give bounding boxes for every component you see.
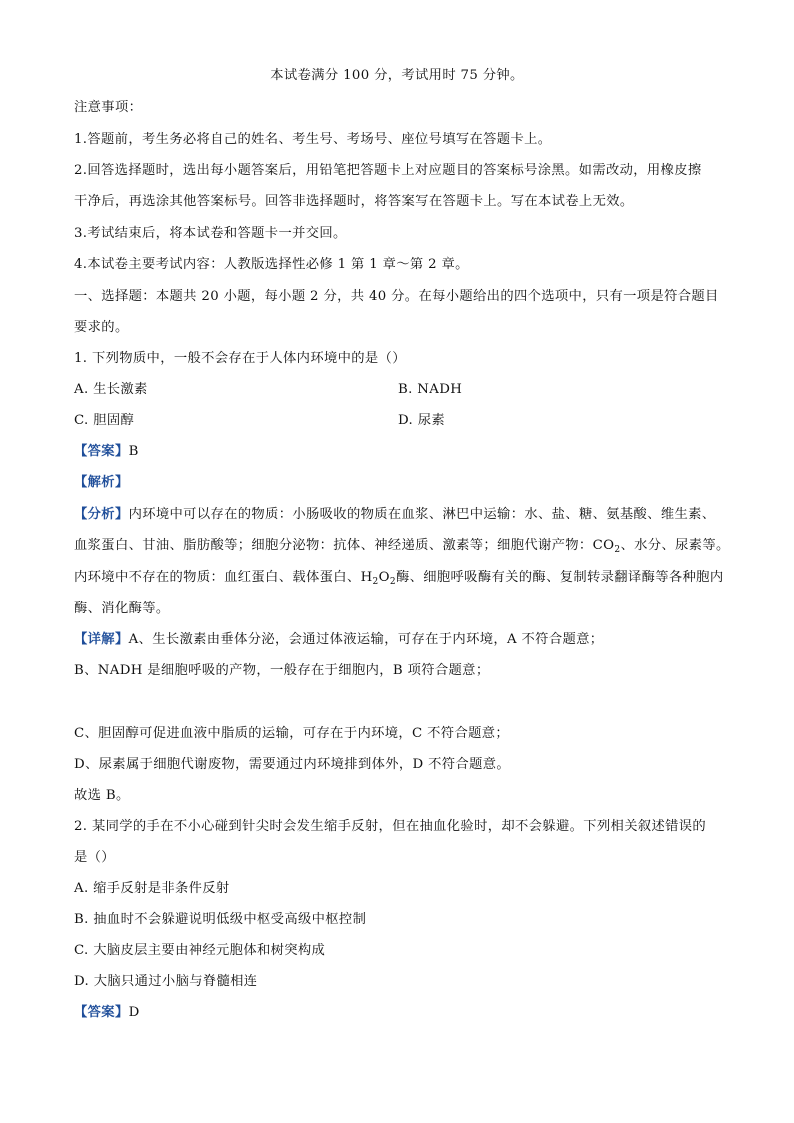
q1-answer-value: B	[128, 444, 139, 459]
notice-1: 1.答题前，考生务必将自己的姓名、考生号、考场号、座位号填写在答题卡上。	[74, 132, 552, 147]
section-heading: 一、选择题：本题共 20 小题，每小题 2 分，共 40 分。在每小题给出的四个选项中，只有一项是符合题目	[74, 289, 719, 304]
q2-option-a: A. 缩手反射是非条件反射	[74, 881, 230, 896]
q1-detail-line-3: C、胆固醇可促进血液中脂质的运输，可存在于内环境，C 不符合题意；	[74, 726, 510, 741]
notice-2-cont: 干净后，再选涂其他答案标号。回答非选择题时，将答案写在答题卡上。写在本试卷上无效。	[74, 194, 634, 209]
q1-option-b: B. NADH	[398, 382, 463, 397]
q1-fenxi-line-1	[74, 506, 715, 524]
subscript: 2	[372, 577, 379, 587]
notice-heading: 注意事项：	[74, 100, 143, 115]
q1-option-c: C. 胆固醇	[74, 413, 135, 428]
subscript: 2	[614, 545, 621, 555]
answer-label: 【答案】	[74, 444, 129, 459]
q1-answer	[74, 443, 139, 461]
q1-fenxi-text-3b: O	[378, 570, 390, 585]
q1-detail-line-4: D、尿素属于细胞代谢废物，需要通过内环境排到体外，D 不符合题意。	[74, 757, 511, 772]
q1-detail-line-2: B、NADH 是细胞呼吸的产物，一般存在于细胞内，B 项符合题意；	[74, 663, 490, 678]
q1-fenxi-line-4: 酶、消化酶等。	[74, 601, 170, 616]
answer-label: 【答案】	[74, 1005, 129, 1020]
section-heading-cont: 要求的。	[74, 320, 129, 335]
notice-3: 3.考试结束后，将本试卷和答题卡一并交回。	[74, 226, 347, 241]
q1-fenxi-text-3a: 内环境中不存在的物质：血红蛋白、载体蛋白、H	[74, 570, 373, 585]
fenxi-label: 【分析】	[74, 507, 129, 522]
q1-detail-line-1	[74, 631, 603, 649]
q2-option-b: B. 抽血时不会躲避说明低级中枢受高级中枢控制	[74, 912, 367, 927]
q1-fenxi-line-3	[74, 569, 723, 591]
q1-fenxi-text-2b: 、水分、尿素等。	[620, 538, 730, 553]
subscript: 2	[389, 577, 396, 587]
q1-option-a: A. 生长激素	[74, 382, 148, 397]
q1-conclusion: 故选 B。	[74, 788, 130, 803]
q2-option-d: D. 大脑只通过小脑与脊髓相连	[74, 974, 258, 989]
notice-4: 4.本试卷主要考试内容：人教版选择性必修 1 第 1 章～第 2 章。	[74, 257, 469, 272]
q1-option-d: D. 尿素	[398, 413, 445, 428]
q1-fenxi-line-2	[74, 537, 730, 559]
q1-stem: 1. 下列物质中，一般不会存在于人体内环境中的是（）	[74, 351, 406, 366]
q1-fenxi-text-3c: 酶、细胞呼吸酶有关的酶、复制转录翻译酶等各种胞内	[395, 570, 724, 585]
q1-fenxi-text-1: 内环境中可以存在的物质：小肠吸收的物质在血浆、淋巴中运输：水、盐、糖、氨基酸、维生素、	[128, 507, 716, 522]
q2-stem-cont: 是（）	[74, 850, 115, 865]
q2-answer	[74, 1004, 140, 1022]
q2-option-c: C. 大脑皮层主要由神经元胞体和树突构成	[74, 943, 326, 958]
q2-stem: 2. 某同学的手在不小心碰到针尖时会发生缩手反射，但在抽血化验时，却不会躲避。下列相关叙述错误的	[74, 819, 707, 834]
exam-info: 本试卷满分 100 分，考试用时 75 分钟。	[270, 68, 524, 83]
q1-detail-text-1: A、生长激素由垂体分泌，会通过体液运输，可存在于内环境，A 不符合题意；	[128, 632, 604, 647]
q1-analysis-label	[74, 474, 129, 492]
q1-fenxi-text-2a: 血浆蛋白、甘油、脂肪酸等；细胞分泌物：抗体、神经递质、激素等；细胞代谢产物：CO	[74, 538, 615, 553]
q2-answer-value: D	[128, 1005, 140, 1020]
detail-label: 【详解】	[74, 632, 129, 647]
analysis-label: 【解析】	[74, 475, 129, 490]
notice-2: 2.回答选择题时，选出每小题答案后，用铅笔把答题卡上对应题目的答案标号涂黑。如需改动，用橡皮擦	[74, 163, 702, 178]
